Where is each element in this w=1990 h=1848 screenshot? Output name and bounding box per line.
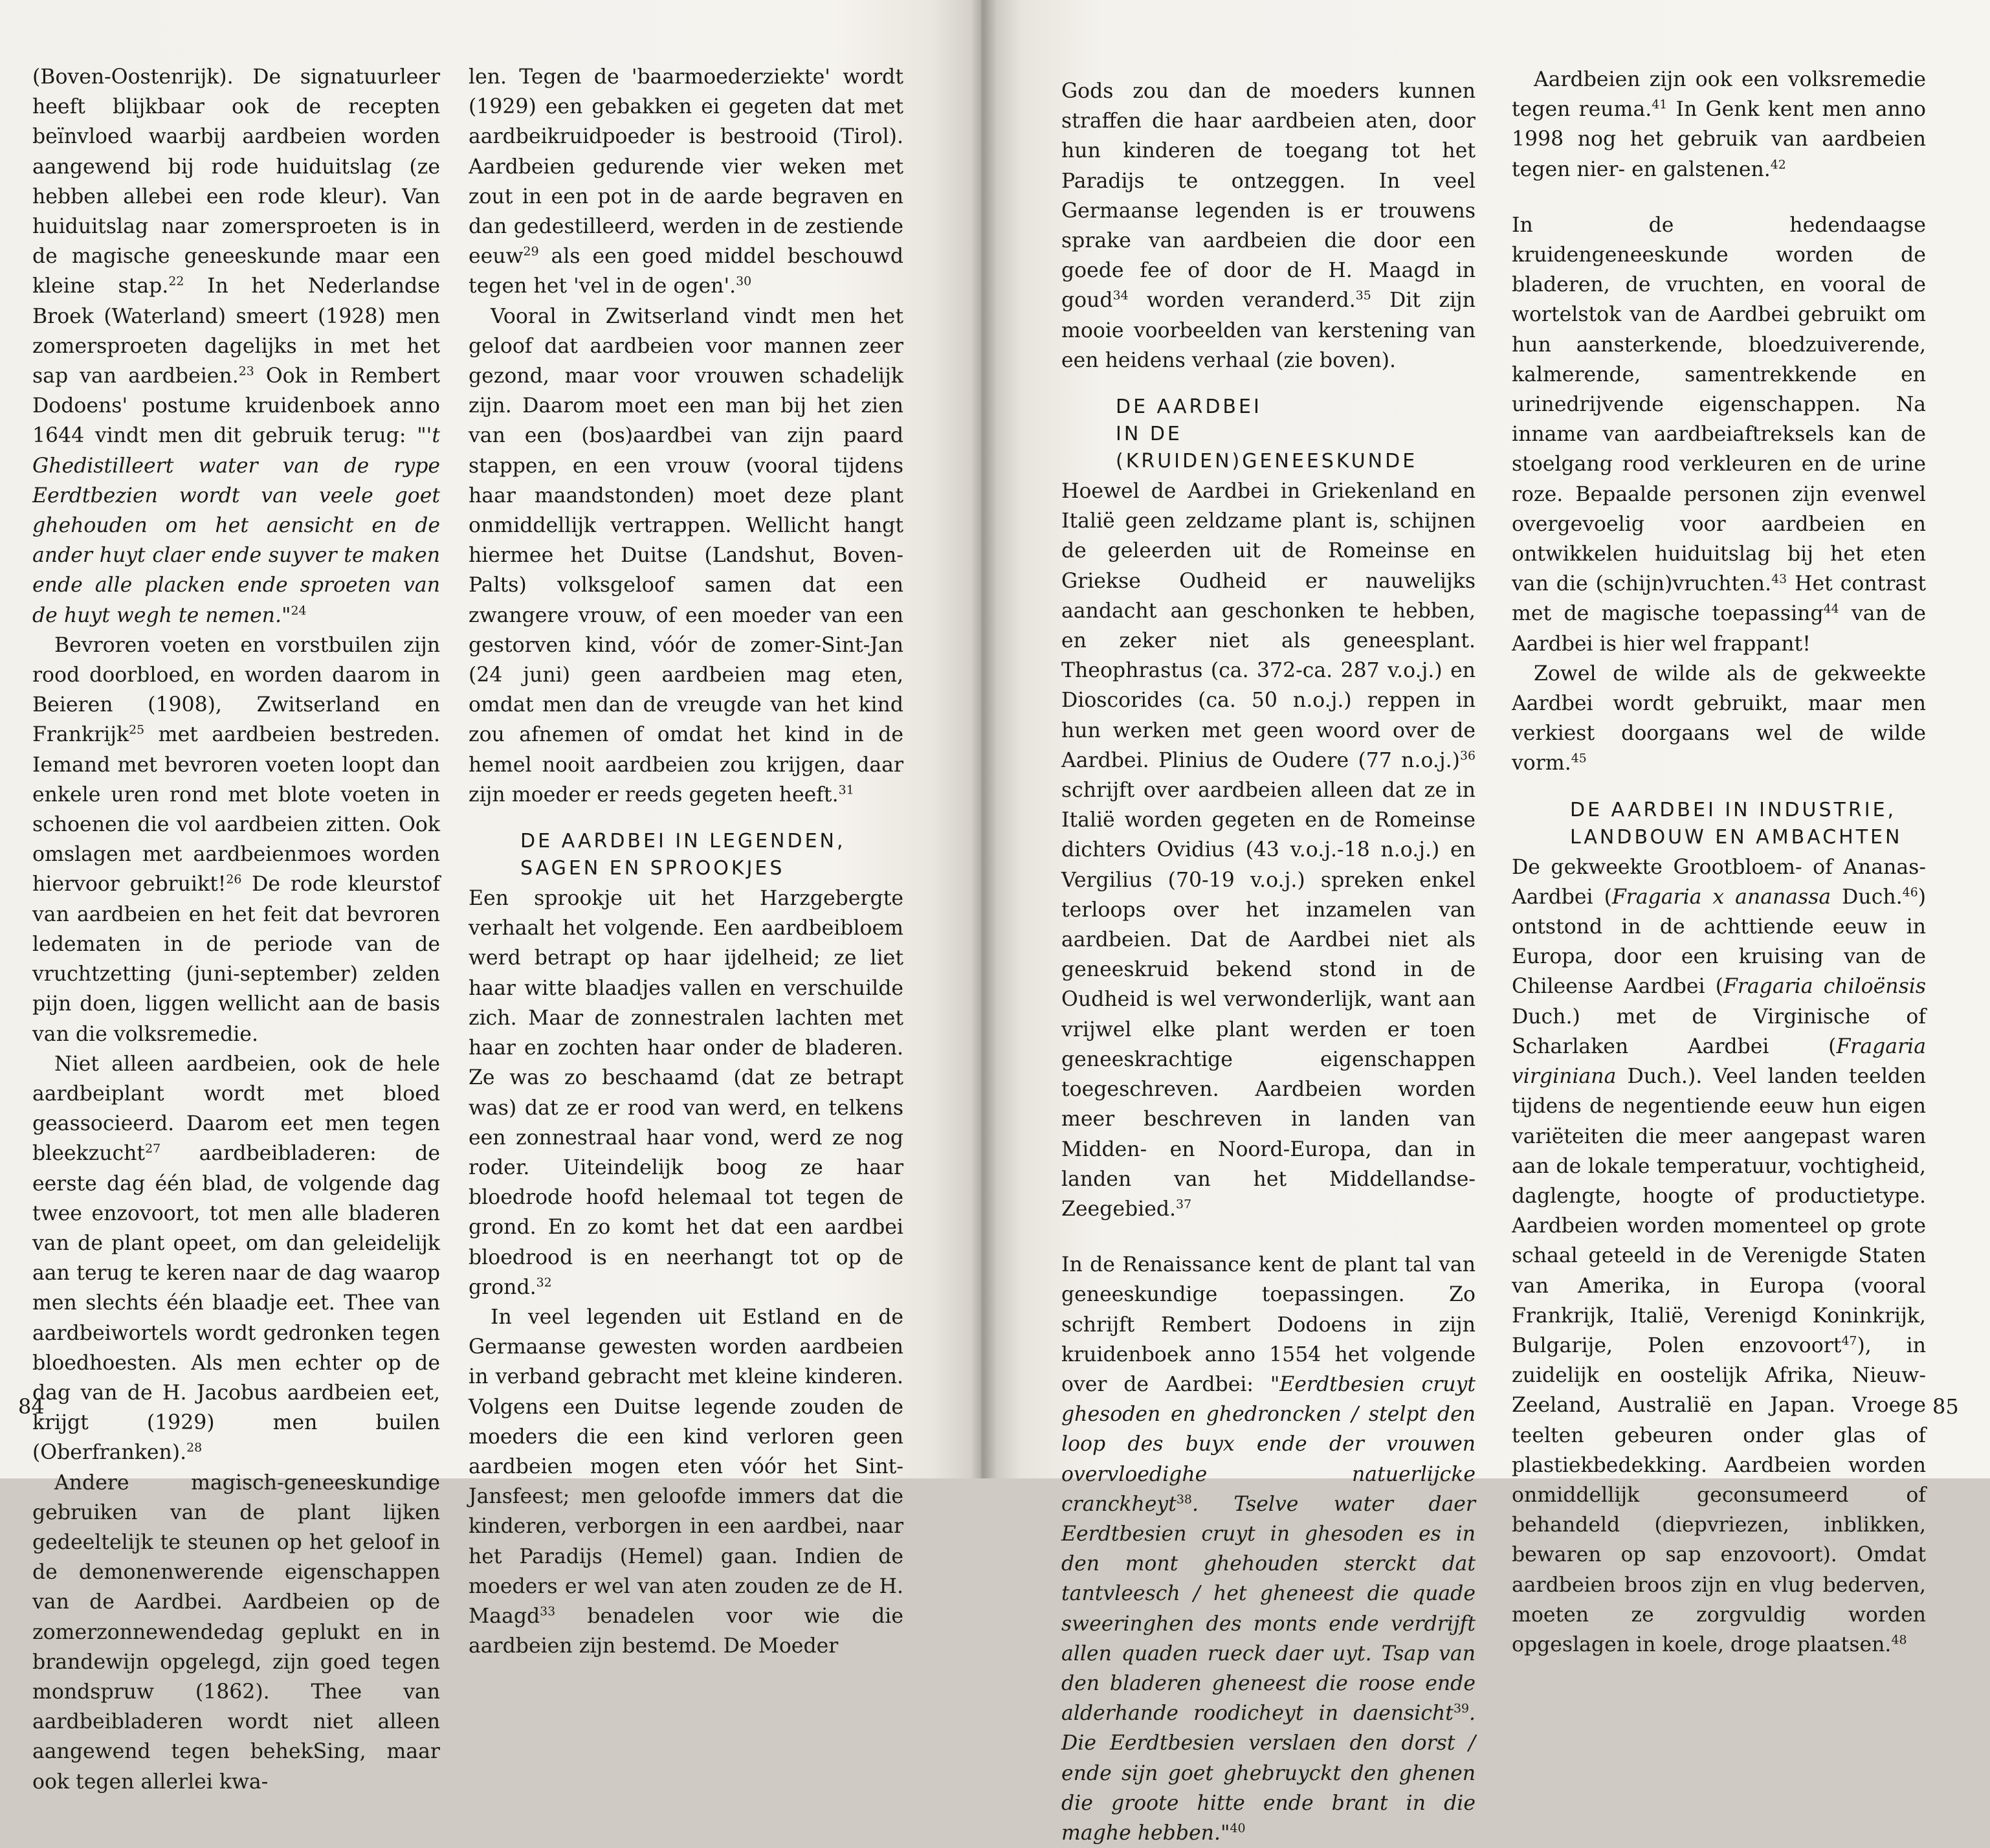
quote: "'t Ghedistilleert water van de rype Eerdtbezien wordt van veele goet ghehouden om het aensicht en de ander huyt claer ende suyver te maken ende alle placken ende sproeten van de huyt wegh te nemen." (32, 424, 440, 627)
paragraph: In de Renaissance kent de plant tal van geneeskundige toepassingen. Zo schrijft Rembert Dodoens in zijn kruidenboek anno 1554 het volgende over de Aardbei: "Eerdtbesien cruyt ghesoden en ghedroncken / stelpt den loop des buyx ende der vrouwen overvloedighe natuerlijcke cranckheyt$^{38}$. Tselve water daer Eerdtbesien cruyt in ghesoden es in den mont ghehouden sterckt dat tantvleesch / het gheneest die quade sweeringhen des monts ende verdrijft allen quaden rueck daer uyt. Tsap van den bladeren gheneest die roose ende alderhande roodicheyt in daensicht$^{39}$. Die Eerdtbesien verslaen den dorst / ende sijn goet ghebruyckt den ghenen die groote hitte ende brant in die maghe hebben."$^{40}$ (1061, 1253, 1476, 1845)
footnote-ref: 41 (1652, 97, 1668, 112)
footnote-ref: 42 (1770, 157, 1786, 172)
footnote-ref: 30 (736, 274, 752, 289)
paragraph: De gekweekte Grootbloem- of Ananas-Aardbei (Fragaria x ananassa Duch.$^{46}$) ontstond in de achttiende eeuw in Europa, door een kruising van de Chileense Aardbei (Fragaria chiloënsis Duch.) met de Virginische of Scharlaken Aardbei (Fragaria virginiana Duch.). Veel landen teelden tijdens de negentiende eeuw hun eigen variëteiten die meer aangepast waren aan de lokale temperatuur, vochtigheid, daglengte, hoogte of productietype. Aardbeien worden momenteel op grote schaal geteeld in de Verenigde Staten van Amerika, in Europa (vooral Frankrijk, Italië, Verenigd Koninkrijk, Bulgarije, Polen enzovoort$^{47}$), in zuidelijk en oostelijk Afrika, Nieuw-Zeeland, Australië en Japan. Vroege teelten gebeuren onder glas of plastiekbedekking. Aardbeien worden onmiddellijk geconsumeerd of behandeld (diepvriezen, inblikken, bewaren op sap enzovoort). Omdat aardbeien broos zijn en vlug bederven, moeten ze zorgvuldig worden opgeslagen in koele, droge plaatsen.$^{48}$ (1512, 855, 1927, 1656)
paragraph: Gods zou dan de moeders kunnen straffen die haar aardbeien aten, door hun kinderen de toegang tot het Paradijs te ontzeggen. In veel Germaanse legenden is er trouwens sprake van aardbeien die door een goede fee of door de H. Maagd in goud$^{34}$ worden veranderd.$^{35}$ Dit zijn mooie voorbeelden van kerstening van een heidens verhaal (zie boven). (1061, 80, 1476, 372)
book-spine-shadow (971, 0, 997, 1478)
footnote-ref: 28 (186, 1440, 203, 1455)
footnote-ref: 48 (1891, 1632, 1907, 1647)
paragraph: (Boven-Oostenrijk). De signatuurleer heeft blijkbaar ook de recepten beïnvloed waarbij aardbeien worden aangewend bij rode huiduitslag (ze hebben allebei een rode kleur). Van huiduitslag naar zomersproeten is in de magische geneeskunde maar een kleine stap.$^{22}$ In het Nederlandse Broek (Waterland) smeert (1928) men zomersproeten dagelijks in met het sap van aardbeien.$^{23}$ Ook in Rembert Dodoens' postume kruidenboek anno 1644 vindt men dit gebruik terug: "'t Ghedistilleert water van de rype Eerdtbezien wordt van veele goet ghehouden om het aensicht en de ander huyt claer ende suyver te maken ende alle placken ende sproeten van de huyt wegh te nemen."$^{24}$ (32, 65, 440, 627)
heading-line: SAGEN EN SPROOKJES (520, 857, 785, 880)
footnote-ref: 31 (838, 783, 854, 797)
paragraph: Hoewel de Aardbei in Griekenland en Italië geen zeldzame plant is, schijnen de geleerden uit de Romeinse en Griekse Oudheid er nauwelijks aandacht aan geschonken te hebben, en zeker niet als geneesplant. Theophrastus (ca. 372-ca. 287 v.o.j.) en Dioscorides (ca. 50 n.o.j.) reppen in hun werken met geen woord over de Aardbei. Plinius de Oudere (77 n.o.j.)$^{36}$ schrijft over aardbeien alleen dat ze in Italië worden gegeten en de Romeinse dichters Ovidius (43 v.o.j.-18 n.o.j.) en Vergilius (70-19 v.o.j.) spreken enkel terloops over het inzamelen van aardbeien. Dat de Aardbei niet als geneeskruid bekend stond in de Oudheid is wel verwonderlijk, want aan vrijwel elke plant werden er toen geneeskrachtige eigenschappen toegeschreven. Aardbeien worden meer beschreven in landen van Midden- en Noord-Europa, dan in landen van het Middellandse-Zeegebied.$^{37}$ (1061, 480, 1476, 1221)
column-3 (1061, 76, 1476, 1848)
heading-line: DE AARDBEI IN LEGENDEN, (520, 830, 846, 853)
footnote-ref: 27 (145, 1141, 161, 1156)
footnote-ref: 35 (1355, 288, 1371, 303)
heading-line: LANDBOUW EN AMBACHTEN (1570, 825, 1903, 849)
page-number-left: 84 (18, 1394, 45, 1419)
footnote-ref: 25 (129, 722, 145, 737)
heading-line: DE AARDBEI (1116, 395, 1262, 419)
footnote-ref: 36 (1459, 748, 1476, 763)
paragraph: Een sprookje uit het Harzgebergte verhaalt het volgende. Een aardbeibloem werd betrapt op haar ijdelheid; ze liet haar witte blaadjes vallen en verschuilde zich. Maar de zonnestralen lachten met haar en zochten haar onder de bladeren. Ze was zo beschaamd (dat ze betrapt was) dat ze er rood van werd, en telkens een zonnestraal haar vond, werd ze nog roder. Uiteindelijk boog ze haar bloedrode hoofd helemaal tot tegen de grond. En zo komt het dat een aardbei bloedrood is en neerhangt tot op de grond.$^{32}$ (469, 887, 903, 1299)
paragraph: Andere magisch-geneeskundige gebruiken van de plant lijken gedeeltelijk te steunen op het geloof in de demonenwerende eigenschappen van de Aardbei. Aardbeien op de zomerzonnewendedag geplukt en in brandewijn opgelegd, zijn goed tegen mondspruw (1862). Thee van aardbeibladeren wordt niet alleen aangewend tegen behekSing, maar ook tegen allerlei kwa- (32, 1471, 440, 1794)
paragraph: Zowel de wilde als de gekweekte Aardbei wordt gebruikt, maar men verkiest doorgaans wel de wilde vorm.$^{45}$ (1512, 662, 1926, 775)
column-2 (469, 62, 903, 1661)
paragraph: len. Tegen de 'baarmoederziekte' wordt (1929) een gebakken ei gegeten dat met aardbeikruidpoeder is bestrooid (Tirol). Aardbeien gedurende vier weken met zout in een pot in de aarde begraven en dan gedestilleerd, werden in de zestiende eeuw$^{29}$ als een goed middel beschouwd tegen het 'vel in de ogen'.$^{30}$ (469, 65, 903, 298)
paragraph: Bevroren voeten en vorstbuilen zijn rood doorbloed, en worden daarom in Beieren (1908), Zwitserland en Frankrijk$^{25}$ met aardbeien bestreden. Iemand met bevroren voeten loopt dan enkele uren rond met blote voeten in schoenen die vol aardbeien zitten. Ook omslagen met aardbeienmoes worden hiervoor gebruikt!$^{26}$ De rode kleurstof van aardbeien en het feit dat bevroren ledematen in de periode van de vruchtzetting (juni-september) zelden pijn doen, liggen wellicht aan de basis van die volksremedie. (32, 633, 440, 1046)
footnote-ref: 45 (1571, 751, 1587, 766)
paragraph: In veel legenden uit Estland en de Germaanse gewesten worden aardbeien in verband gebracht met kleine kinderen. Volgens een Duitse legende zouden de moeders die een kind verloren geen aardbeien mogen eten vóór het Sint-Jansfeest; men geloofde immers dat die kinderen, verborgen in een aardbei, naar het Paradijs (Hemel) gaan. Indien de moeders er wel van aten zouden ze de H. Maagd$^{33}$ benadelen voor wie die aardbeien zijn bestemd. De Moeder (469, 1305, 903, 1658)
footnote-ref: 46 (1902, 885, 1918, 900)
footnote-ref: 29 (523, 244, 539, 259)
footnote-ref: 34 (1112, 288, 1129, 303)
section-heading (1512, 797, 1926, 851)
footnote-ref: 22 (168, 274, 184, 289)
footnote-ref: 38 (1176, 1492, 1192, 1507)
footnote-ref: 37 (1176, 1197, 1192, 1212)
column-1 (32, 62, 440, 1797)
footnote-ref: 32 (536, 1275, 552, 1290)
heading-line: DE AARDBEI IN INDUSTRIE, (1570, 798, 1897, 821)
heading-line: IN DE (KRUIDEN)GENEESKUNDE (1116, 423, 1418, 473)
footnote-ref: 39 (1453, 1701, 1469, 1716)
footnote-ref: 47 (1841, 1333, 1857, 1348)
footnote-ref: 43 (1771, 572, 1787, 586)
paragraph: Niet alleen aardbeien, ook de hele aardbeiplant wordt met bloed geassocieerd. Daarom eet men tegen bleekzucht$^{27}$ aardbeibladeren: de eerste dag één blad, de volgende dag twee enzovoort, tot men alle bladeren van de plant opeet, om dan geleidelijk aan terug te keren naar de dag waarop men slechts één blaadje eet. Thee van aardbeiwortels wordt gedronken tegen bloedhoesten. Als men echter op de dag van de H. Jacobus aardbeien eet, krijgt (1929) men builen (Oberfranken).$^{28}$ (32, 1052, 440, 1465)
column-4 (1512, 65, 1926, 1660)
footnote-ref: 33 (540, 1604, 556, 1619)
paragraph: Aardbeien zijn ook een volksremedie tegen reuma.$^{41}$ In Genk kent men anno 1998 nog het gebruik van aardbeien tegen nier- en galstenen.$^{42}$ (1512, 68, 1926, 181)
footnote-ref: 26 (226, 872, 242, 887)
page-number-right: 85 (1932, 1394, 1959, 1419)
section-heading (1061, 394, 1476, 475)
section-heading (469, 828, 903, 882)
paragraph: In de hedendaagse kruidengeneeskunde worden de bladeren, de vruchten, en vooral de wortelstok van de Aardbei gebruikt om hun aansterkende, bloedzuiverende, kalmerende, samentrekkende en urinedrijvende eigenschappen. Na inname van aardbeiaftreksels kan de stoelgang rood verkleuren en de urine roze. Bepaalde personen zijn evenwel overgevoelig voor aardbeien en ontwikkelen huiduitslag bij het eten van die (schijn)vruchten.$^{43}$ Het contrast met de magische toepassing$^{44}$ van de Aardbei is hier wel frappant! (1512, 213, 1926, 656)
footnote-ref: 44 (1823, 601, 1839, 616)
spacer (1512, 184, 1926, 210)
footnote-ref: 40 (1230, 1821, 1246, 1836)
spacer (1061, 1224, 1476, 1250)
paragraph: Vooral in Zwitserland vindt men het geloof dat aardbeien voor mannen zeer gezond, maar voor vrouwen schadelijk zijn. Daarom moet een man bij het zien van een (bos)aardbei van zijn paard stappen, en een vrouw (vooral tijdens haar maandstonden) moet deze plant onmiddellijk vertrappen. Wellicht hangt hiermee het Duitse (Landshut, Boven-Palts) volksgeloof samen dat een zwangere vrouw, of een moeder van een gestorven kind, vóór de zomer-Sint-Jan (24 juni) geen aardbeien mag eten, omdat men dan de vreugde van het kind zou afnemen of omdat het kind in de hemel nooit aardbeien zou krijgen, daar zijn moeder er reeds gegeten heeft.$^{31}$ (469, 304, 903, 807)
footnote-ref: 24 (291, 603, 307, 618)
footnote-ref: 23 (238, 364, 254, 379)
